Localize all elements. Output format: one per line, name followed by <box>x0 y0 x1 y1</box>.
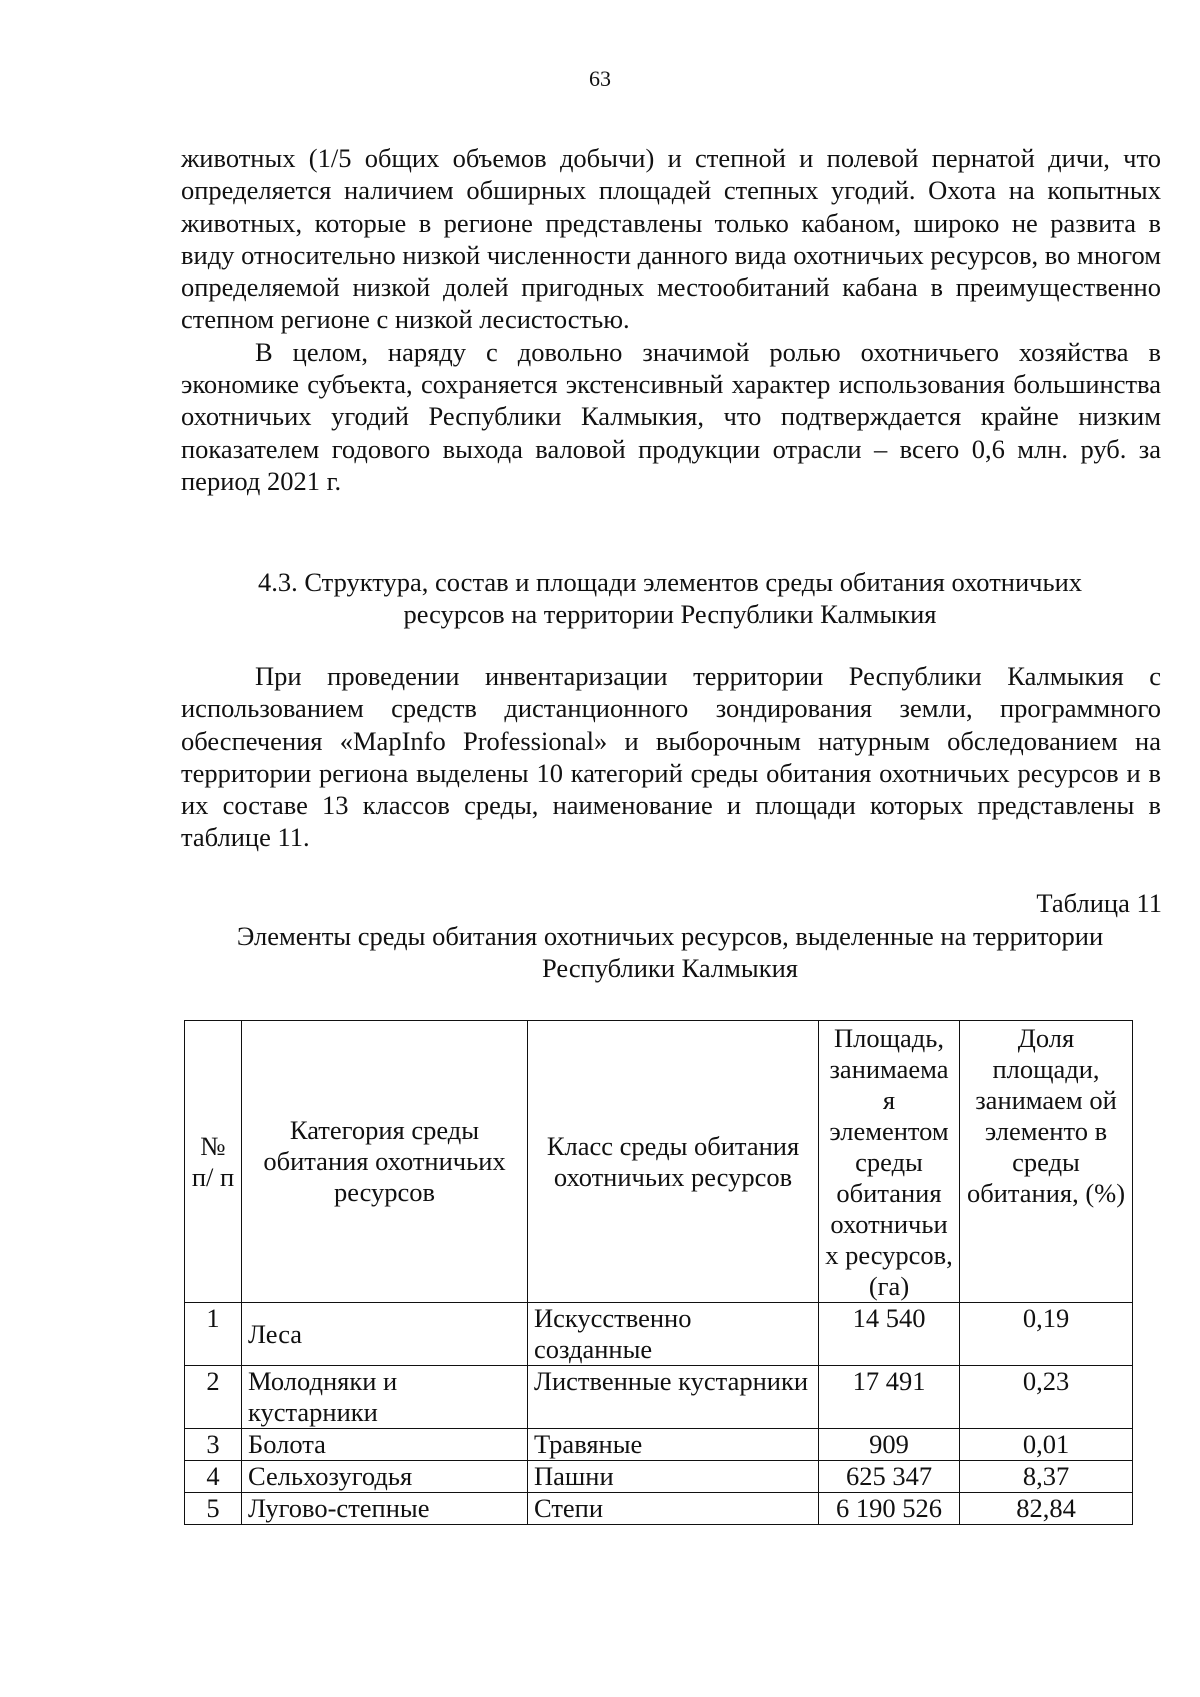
row-category: Молодняки и кустарники <box>242 1366 528 1429</box>
header-area: Площадь, занимаема я элементом среды обитания охотничьи х ресурсов, (га) <box>819 1021 960 1303</box>
table-title-line-2: Республики Калмыкия <box>542 953 798 984</box>
section-heading-line-2: ресурсов на территории Республики Калмыкия <box>403 599 937 630</box>
row-number: 1 <box>185 1303 242 1366</box>
table-header-row <box>185 1021 1133 1303</box>
row-class: Лиственные кустарники <box>528 1366 819 1429</box>
section-heading <box>170 566 1170 631</box>
table-row <box>185 1493 1133 1525</box>
row-area: 17 491 <box>819 1366 960 1429</box>
header-class: Класс среды обитания охотничьих ресурсов <box>528 1021 819 1303</box>
row-category: Леса <box>242 1303 528 1366</box>
row-share: 0,19 <box>960 1303 1133 1366</box>
row-number: 4 <box>185 1461 242 1493</box>
paragraph-hunting-structure: животных (1/5 общих объемов добычи) и степной и полевой пернатой дичи, что определяется наличием обширных площадей степных угодий. Охота на копытных животных, которые в регионе представлены только кабаном, широко не развита в виду относительно низкой численности данного вида охотничьих ресурсов, во многом определяемой низкой долей пригодных местообитаний кабана в преимущественно степном регионе с низкой лесистостью. <box>181 143 1161 335</box>
header-category: Категория среды обитания охотничьих ресурсов <box>242 1021 528 1303</box>
table-title-line-1: Элементы среды обитания охотничьих ресурсов, выделенные на территории <box>236 921 1104 951</box>
text-block-top <box>181 142 1161 497</box>
row-share: 8,37 <box>960 1461 1133 1493</box>
row-share: 0,23 <box>960 1366 1133 1429</box>
section-heading-line-1: 4.3. Структура, состав и площади элементов среды обитания охотничьих <box>257 567 1082 597</box>
row-number: 5 <box>185 1493 242 1525</box>
header-number: № п/ п <box>185 1021 242 1303</box>
paragraph-economic-role: В целом, наряду с довольно значимой ролью охотничьего хозяйства в экономике субъекта, сохраняется экстенсивный характер использования большинства охотничьих угодий Республики Калмыкия, что подтверждается крайне низким показателем годового выхода валовой продукции отрасли – всего 0,6 млн. руб. за период 2021 г. <box>181 336 1161 496</box>
text-block-inventory <box>181 660 1161 854</box>
table-number-label: Таблица 11 <box>1036 888 1162 918</box>
row-area: 909 <box>819 1429 960 1461</box>
row-class: Травяные <box>528 1429 819 1461</box>
header-share: Доля площади, занимаем ой элементо в среды обитания, (%) <box>960 1021 1133 1303</box>
table-row <box>185 1461 1133 1493</box>
row-class: Степи <box>528 1493 819 1525</box>
row-class: Искусственно созданные <box>528 1303 819 1366</box>
table-row <box>185 1303 1133 1366</box>
row-number: 2 <box>185 1366 242 1429</box>
row-area: 6 190 526 <box>819 1493 960 1525</box>
row-category: Сельхозугодья <box>242 1461 528 1493</box>
row-area: 625 347 <box>819 1461 960 1493</box>
row-category: Болота <box>242 1429 528 1461</box>
row-share: 82,84 <box>960 1493 1133 1525</box>
table-title <box>170 920 1170 985</box>
habitat-table <box>184 1020 1133 1525</box>
table-row <box>185 1429 1133 1461</box>
row-share: 0,01 <box>960 1429 1133 1461</box>
page-number: 63 <box>589 66 611 91</box>
row-number: 3 <box>185 1429 242 1461</box>
row-class: Пашни <box>528 1461 819 1493</box>
row-category: Лугово-степные <box>242 1493 528 1525</box>
row-area: 14 540 <box>819 1303 960 1366</box>
table-row <box>185 1366 1133 1429</box>
paragraph-inventory: При проведении инвентаризации территории Республики Калмыкия с использованием средств дистанционного зондирования земли, программного обеспечения «MapInfo Professional» и выборочным натурным обследованием на территории региона выделены 10 категорий среды обитания охотничьих ресурсов и в их составе 13 классов среды, наименование и площади которых представлены в таблице 11. <box>181 661 1161 853</box>
